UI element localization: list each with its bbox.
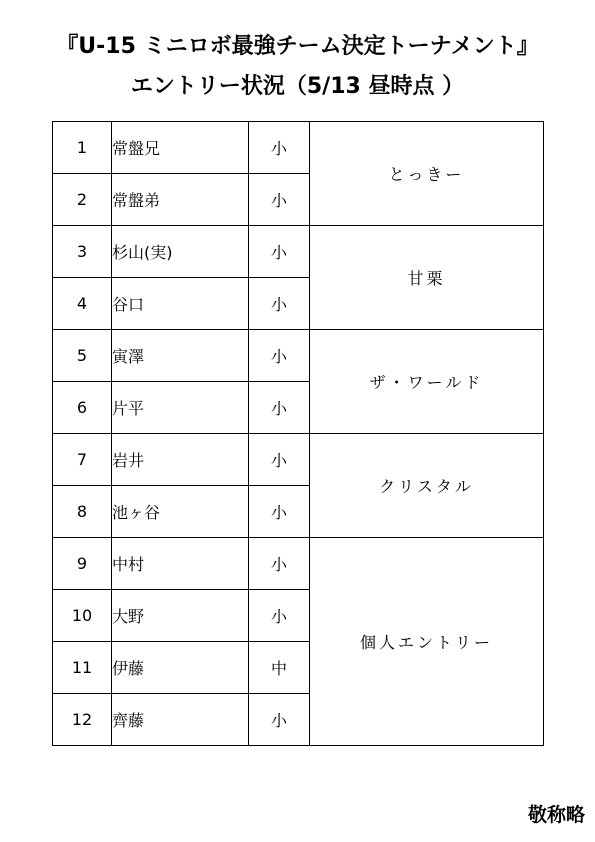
entry-number: 4 — [53, 278, 112, 330]
table-row — [53, 538, 544, 590]
entry-number: 8 — [53, 486, 112, 538]
entry-number: 2 — [53, 174, 112, 226]
document-subtitle: エントリー状況（5/13 昼時点 ） — [130, 74, 465, 99]
entry-number: 3 — [53, 226, 112, 278]
entry-name: 谷口 — [112, 278, 249, 330]
entry-grade: 小 — [249, 330, 310, 382]
entry-number: 1 — [53, 122, 112, 174]
entry-grade: 小 — [249, 122, 310, 174]
entry-name: 常盤兄 — [112, 122, 249, 174]
entry-number: 12 — [53, 694, 112, 746]
entry-grade: 小 — [249, 382, 310, 434]
table-row — [53, 122, 544, 174]
team-name: ザ・ワールド — [310, 330, 544, 434]
entry-name: 常盤弟 — [112, 174, 249, 226]
table-row — [53, 226, 544, 278]
entry-grade: 小 — [249, 590, 310, 642]
entry-name: 寅澤 — [112, 330, 249, 382]
entry-number: 10 — [53, 590, 112, 642]
entry-grade: 小 — [249, 226, 310, 278]
entry-grade: 小 — [249, 174, 310, 226]
table-row — [53, 434, 544, 486]
entry-number: 7 — [53, 434, 112, 486]
entry-grade: 小 — [249, 486, 310, 538]
entry-name: 中村 — [112, 538, 249, 590]
team-name: 甘栗 — [310, 226, 544, 330]
entry-number: 9 — [53, 538, 112, 590]
entry-grade: 小 — [249, 538, 310, 590]
entry-name: 伊藤 — [112, 642, 249, 694]
entry-grade: 小 — [249, 278, 310, 330]
entry-name: 池ヶ谷 — [112, 486, 249, 538]
table-row — [53, 330, 544, 382]
entry-table — [52, 121, 544, 746]
document-title: 『U-15 ミニロボ最強チーム決定トーナメント』 — [56, 34, 539, 59]
team-name: 個人エントリー — [310, 538, 544, 746]
team-name: クリスタル — [310, 434, 544, 538]
team-name: とっきー — [310, 122, 544, 226]
entry-name: 杉山(実) — [112, 226, 249, 278]
entry-number: 11 — [53, 642, 112, 694]
entry-name: 片平 — [112, 382, 249, 434]
entry-name: 齊藤 — [112, 694, 249, 746]
entry-name: 岩井 — [112, 434, 249, 486]
entry-name: 大野 — [112, 590, 249, 642]
entry-number: 5 — [53, 330, 112, 382]
entry-grade: 小 — [249, 434, 310, 486]
entry-grade: 中 — [249, 642, 310, 694]
entry-grade: 小 — [249, 694, 310, 746]
entry-number: 6 — [53, 382, 112, 434]
honorific-note: 敬称略 — [527, 804, 585, 826]
